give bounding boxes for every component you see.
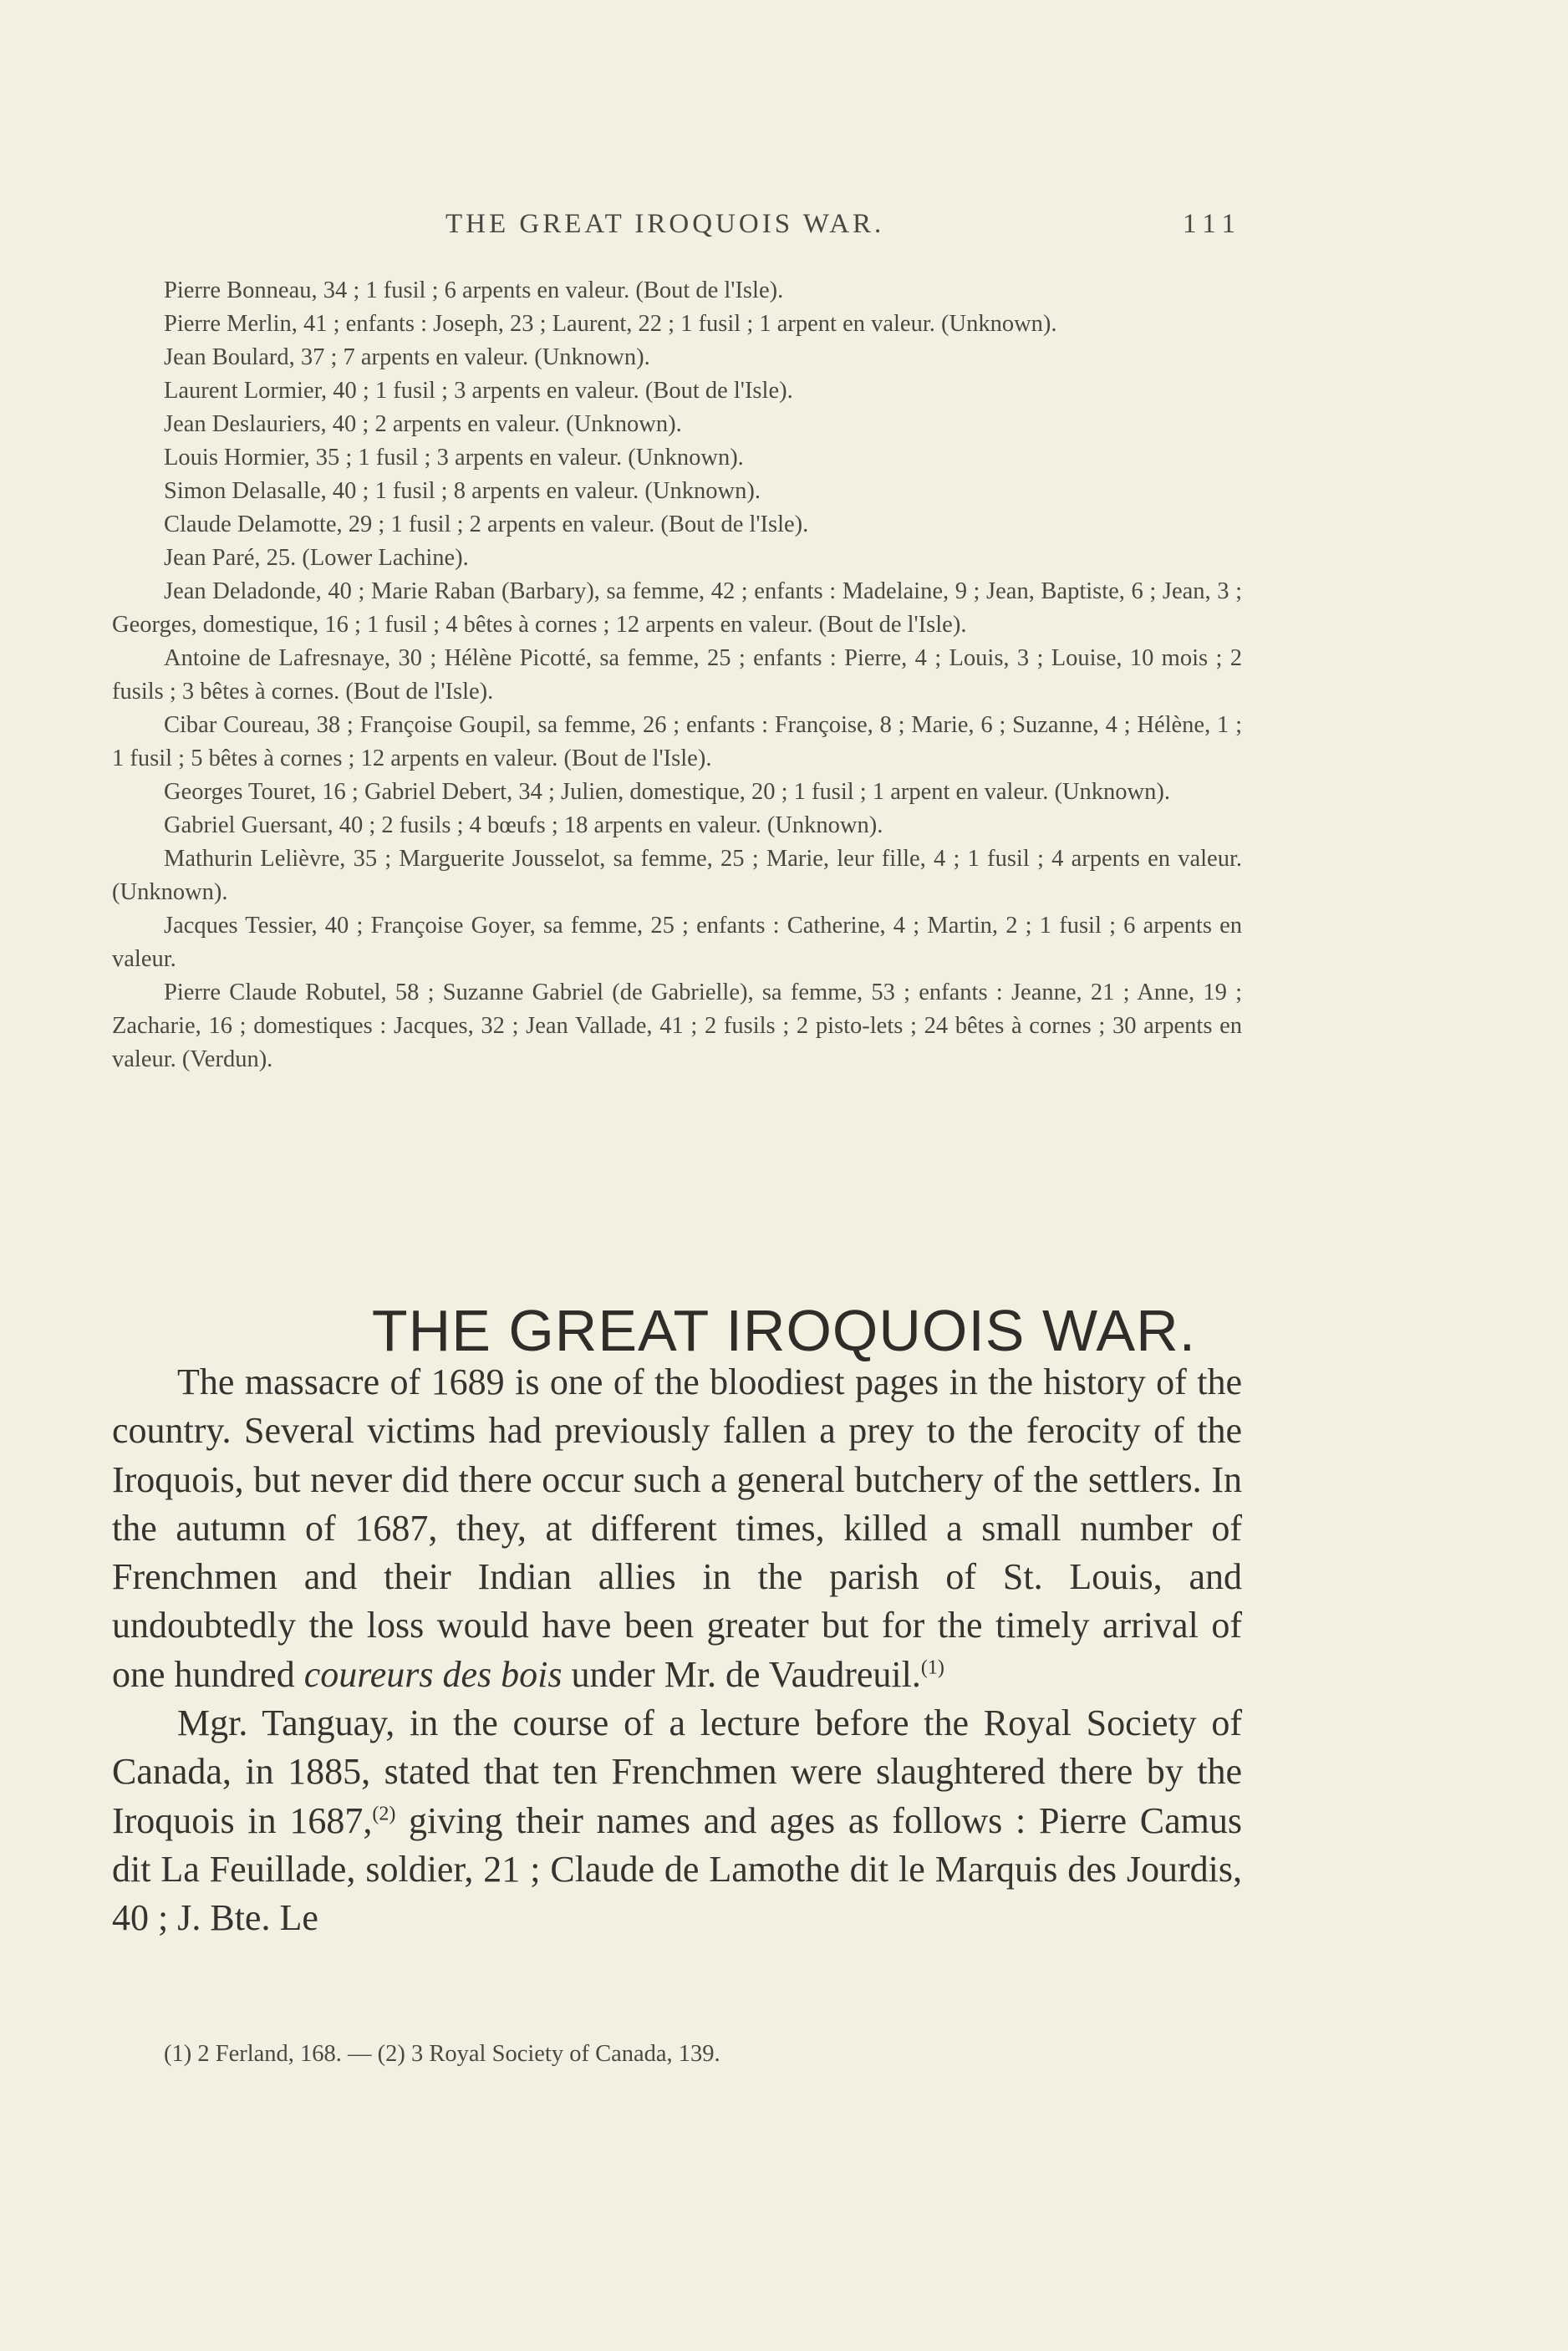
census-entry: Antoine de Lafresnaye, 30 ; Hélène Picotté, sa femme, 25 ; enfants : Pierre, 4 ; Louis, 3 ; Louise, 10 mois ; 2 fusils ; 3 bêtes à cornes. (Bout de l'Isle). xyxy=(112,645,1242,705)
census-entry: Gabriel Guersant, 40 ; 2 fusils ; 4 bœufs ; 18 arpents en valeur. (Unknown). xyxy=(164,812,883,838)
paragraph-1 xyxy=(112,1358,1242,1699)
paragraph-2 xyxy=(112,1699,1242,1942)
paragraph-2-tail: giving their names and ages as follows : Pierre Camus dit La Feuillade, soldier, 21 ; Claude de Lamothe dit le Marquis des Jourdis, 40 ; J. Bte. Le xyxy=(112,1799,1242,1939)
footnotes: (1) 2 Ferland, 168. — (2) 3 Royal Society of Canada, 139. xyxy=(164,2041,720,2067)
census-entry: Jean Deslauriers, 40 ; 2 arpents en valeur. (Unknown). xyxy=(164,411,682,437)
census-entry: Jean Paré, 25. (Lower Lachine). xyxy=(164,545,469,571)
page-number: 111 xyxy=(1183,209,1243,239)
chapter-body xyxy=(112,1358,1242,1943)
census-entry: Pierre Bonneau, 34 ; 1 fusil ; 6 arpents en valeur. (Bout de l'Isle). xyxy=(164,277,784,303)
census-entry: Louis Hormier, 35 ; 1 fusil ; 3 arpents en valeur. (Unknown). xyxy=(164,445,744,471)
chapter-title: THE GREAT IROQUOIS WAR. xyxy=(371,1297,1197,1363)
census-entry: Claude Delamotte, 29 ; 1 fusil ; 2 arpents en valeur. (Bout de l'Isle). xyxy=(164,511,809,537)
census-entries xyxy=(112,274,1242,1076)
paragraph-2-text: Mgr. Tanguay, in the course of a lecture before the Royal Society of Canada, in 1885, stated that ten Frenchmen were slaughtered there by the Iroquois in 1687, xyxy=(112,1702,1242,1841)
running-header xyxy=(0,209,1568,251)
footnote-ref-2: (2) xyxy=(372,1803,396,1825)
census-entry: Pierre Claude Robutel, 58 ; Suzanne Gabriel (de Gabrielle), sa femme, 53 ; enfants : Jeanne, 21 ; Anne, 19 ; Zacharie, 16 ; domestiques : Jacques, 32 ; Jean Vallade, 41 ; 2 fusils ; 2 pisto-lets ; 24 bêtes à cornes ; 30 arpents en valeur. (Verdun). xyxy=(112,980,1242,1072)
census-entry: Pierre Merlin, 41 ; enfants : Joseph, 23 ; Laurent, 22 ; 1 fusil ; 1 arpent en valeur. (Unknown). xyxy=(164,311,1057,337)
census-entry: Jean Boulard, 37 ; 7 arpents en valeur. (Unknown). xyxy=(164,344,650,370)
paragraph-1-tail: under Mr. de Vaudreuil. xyxy=(562,1653,921,1695)
census-entry: Simon Delasalle, 40 ; 1 fusil ; 8 arpents en valeur. (Unknown). xyxy=(164,478,761,504)
census-entry: Jacques Tessier, 40 ; Françoise Goyer, sa femme, 25 ; enfants : Catherine, 4 ; Martin, 2 ; 1 fusil ; 6 arpents en valeur. xyxy=(112,913,1242,972)
footnote-ref-1: (1) xyxy=(920,1656,944,1679)
paragraph-1-text: The massacre of 1689 is one of the bloodiest pages in the history of the country. Several victims had previously fallen a prey to the ferocity of the Iroquois, but never did there occur such a general butchery of the settlers. In the autumn of 1687, they, at different times, killed a small number of Frenchmen and their Indian allies in the parish of St. Louis, and undoubtedly the loss would have been greater but for the timely arrival of one hundred xyxy=(112,1361,1242,1695)
census-entry: Mathurin Lelièvre, 35 ; Marguerite Jousselot, sa femme, 25 ; Marie, leur fille, 4 ; 1 fusil ; 4 arpents en valeur. (Unknown). xyxy=(112,846,1242,905)
running-title: THE GREAT IROQUOIS WAR. xyxy=(445,209,885,239)
census-entry: Georges Touret, 16 ; Gabriel Debert, 34 ; Julien, domestique, 20 ; 1 fusil ; 1 arpent en valeur. (Unknown). xyxy=(164,779,1170,805)
paragraph-1-italic: coureurs des bois xyxy=(303,1653,563,1695)
census-entry: Cibar Coureau, 38 ; Françoise Goupil, sa femme, 26 ; enfants : Françoise, 8 ; Marie, 6 ; Suzanne, 4 ; Hélène, 1 ; 1 fusil ; 5 bêtes à cornes ; 12 arpents en valeur. (Bout de l'Isle). xyxy=(112,712,1242,771)
census-entry: Jean Deladonde, 40 ; Marie Raban (Barbary), sa femme, 42 ; enfants : Madelaine, 9 ; Jean, Baptiste, 6 ; Jean, 3 ; Georges, domestique, 16 ; 1 fusil ; 4 bêtes à cornes ; 12 arpents en valeur. (Bout de l'Isle). xyxy=(112,578,1242,638)
census-entry: Laurent Lormier, 40 ; 1 fusil ; 3 arpents en valeur. (Bout de l'Isle). xyxy=(164,378,793,404)
